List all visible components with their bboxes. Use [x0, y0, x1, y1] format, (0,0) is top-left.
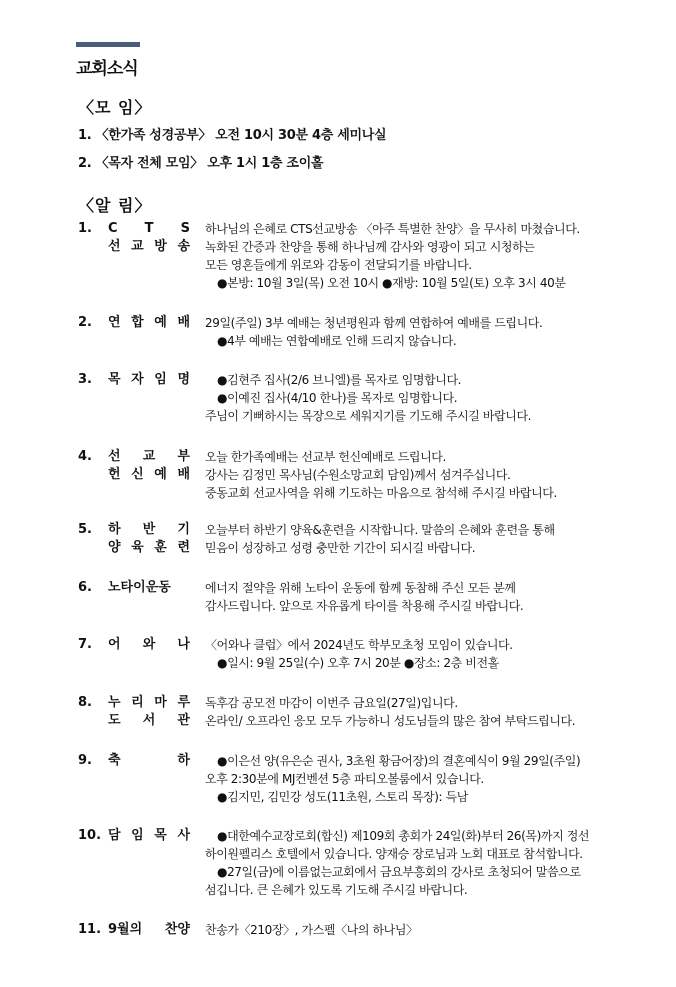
- notice-number: 2.: [78, 315, 92, 330]
- notice-number: 5.: [78, 522, 92, 537]
- notice-label: 누 리 마 루 도 서 관: [108, 695, 190, 728]
- title-accent-bar: [76, 42, 140, 47]
- notice-label: 목 자 임 명: [108, 372, 190, 387]
- notice-label: 축 하: [108, 753, 190, 768]
- notice-label: 선 교 부 헌 신 예 배: [108, 449, 190, 482]
- meetings-header: 〈모 임〉: [78, 98, 152, 117]
- notice-number: 1.: [78, 221, 92, 236]
- notice-label: 하 반 기 양 육 훈 련: [108, 522, 190, 555]
- notice-body: ●대한예수교장로회(합신) 제109회 총회가 24일(화)부터 26(목)까지 정선 하이원펠리스 호텔에서 있습니다. 양재승 장로님과 노회 대표로 참석합니다. ●27일(금)에 이름없는교회에서 금요부흥회의 강사로 초청되어 말씀으로 섬깁니다. 큰 은혜가 있도록 기도해 주시길 바랍니다.: [205, 829, 590, 897]
- notice-number: 3.: [78, 372, 92, 387]
- notice-number: 9.: [78, 753, 92, 768]
- page-title: 교회소식: [76, 59, 138, 79]
- notice-label: 담 임 목 사: [108, 828, 190, 843]
- notice-label: 연 합 예 배: [108, 315, 190, 330]
- notice-body: 29일(주일) 3부 예배는 청년평원과 함께 연합하여 예배를 드립니다. ●4부 예배는 연합예배로 인해 드리지 않습니다.: [205, 316, 543, 348]
- notice-body: 오늘 한가족예배는 선교부 헌신예배로 드립니다. 강사는 김정민 목사님(수원소망교회 담임)께서 섬겨주십니다. 중동교회 선교사역을 위해 기도하는 마음으로 참석해 주시길 바랍니다.: [205, 450, 557, 500]
- notice-body: 하나님의 은혜로 CTS선교방송 〈아주 특별한 찬양〉을 무사히 마쳤습니다. 녹화된 간증과 찬양을 통해 하나님께 감사와 영광이 되고 시청하는 모든 영혼들에게 위로와 감동이 전달되기를 바랍니다. ●본방: 10월 3일(목) 오전 10시 ●재방: 10월 5일(토) 오후 3시 40분: [205, 222, 580, 290]
- notice-body: 독후감 공모전 마감이 이번주 금요일(27일)입니다. 온라인/ 오프라인 응모 모두 가능하니 성도님들의 많은 참여 부탁드립니다.: [205, 696, 576, 728]
- notice-body: 찬송가〈210장〉, 가스펠〈나의 하나님〉: [205, 923, 418, 937]
- meeting-item-1: 1. 〈한가족 성경공부〉 오전 10시 30분 4층 세미나실: [78, 128, 387, 143]
- notice-number: 8.: [78, 695, 92, 710]
- notice-number: 4.: [78, 449, 92, 464]
- notice-number: 10.: [78, 828, 102, 843]
- notice-label: 9월의 찬양: [108, 922, 190, 937]
- notice-body: 오늘부터 하반기 양육&훈련을 시작합니다. 말씀의 은혜와 훈련을 통해 믿음이 성장하고 성령 충만한 기간이 되시길 바랍니다.: [205, 523, 555, 555]
- notice-number: 6.: [78, 580, 92, 595]
- notice-number: 7.: [78, 637, 92, 652]
- meeting-item-2: 2. 〈목자 전체 모임〉 오후 1시 1층 조이홀: [78, 156, 324, 171]
- notice-body: 에너지 절약을 위해 노타이 운동에 함께 동참해 주신 모든 분께 감사드립니다. 앞으로 자유롭게 타이를 착용해 주시길 바랍니다.: [205, 581, 524, 613]
- notices-header: 〈알 림〉: [78, 196, 152, 215]
- notice-number: 11.: [78, 922, 102, 937]
- notice-label: 노타이운동: [108, 580, 171, 595]
- notice-body: ●김현주 집사(2/6 브니엘)를 목자로 임명합니다. ●이예진 집사(4/10 한나)를 목자로 임명합니다. 주님이 기뻐하시는 목장으로 세워지기를 기도해 주시길 바랍니다.: [205, 373, 532, 423]
- notice-label: C T S 선 교 방 송: [108, 221, 190, 254]
- notice-body: 〈어와나 클럽〉에서 2024년도 학부모초청 모임이 있습니다. ●일시: 9월 25일(수) 오후 7시 20분 ●장소: 2층 비전홀: [205, 638, 513, 670]
- notice-label: 어 와 나: [108, 637, 190, 652]
- notice-body: ●이은선 양(유은순 권사, 3초원 황금어장)의 결혼예식이 9월 29일(주일) 오후 2:30분에 MJ컨벤션 5층 파티오볼룸에서 있습니다. ●김지민, 김민강 성도(11초원, 스토리 목장): 득남: [205, 754, 581, 804]
